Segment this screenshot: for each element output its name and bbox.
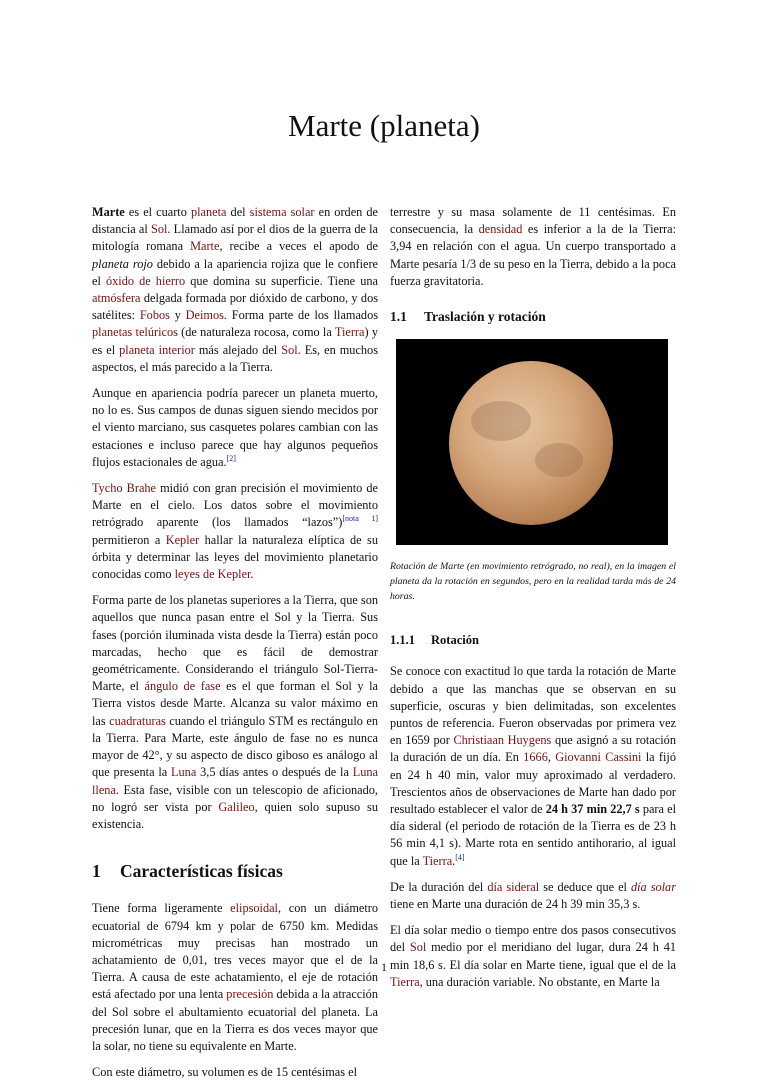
text-run: . Esta fase, visible con un telescopio de aficionado, no logró ser vista por [92,782,378,814]
paragraph-solar-day [390,879,676,913]
wiki-link[interactable]: Sol [409,940,427,955]
text-run: 24 h 37 min 22,7 s [545,802,640,817]
text-run: terrestre y su masa solamente de 11 centésimas. En consecuencia, la [390,205,676,237]
wiki-link[interactable]: día solar [630,879,676,894]
text-run: , quien solo supuso su existencia. [92,799,378,831]
wiki-link[interactable]: planeta interior [119,342,195,357]
text-run: Se conoce con exactitud lo que tarda la rotación de Marte debido a que las manchas que se observan en su superficie, oscuras y bien delimitadas, son excelentes puntos de referencia. Fueron observadas por primera vez en 1659 por [390,664,676,748]
wiki-link[interactable]: Marte [190,239,220,254]
text-run: . [250,567,254,582]
text-run: ) y es el [92,325,378,357]
mars-planet-picture [449,361,613,525]
paragraph-mean-solar-day [390,922,676,991]
wiki-link[interactable]: Luna [171,765,197,780]
text-run: , con un diámetro ecuatorial de 6794 km y polar de 6750 km. Medidas micrométricas muy precisas han mostrado un achatamiento de 0,01, tres veces mayor que el de la Tierra. A causa de este achatamiento, el eje de rotación está afectado por una lenta [92,901,378,1002]
wiki-link[interactable]: ángulo de fase [144,679,221,694]
wiki-link[interactable]: Giovanni Cassini [555,750,642,765]
subsubsection-title: Rotación [431,633,479,648]
text-run: Forma parte de los planetas superiores a la Tierra, que son aquellos que nunca pasan entre el Sol y la Tierra. Sus fases (porción iluminada vista desde la Tierra) están poco marcadas, hecho que es fácil de demostrar geométricamente. Considerando el triángulo Sol-Tierra-Marte, el [92,593,378,694]
figure-caption: Rotación de Marte (en movimiento retrógrado, no real), en la imagen el planeta da la rotación en segundos, pero en la realidad tarda más de 24 horas. [390,561,676,603]
reference-link[interactable]: [nota 1] [342,514,378,524]
page-number: 1 [381,960,387,974]
subsubsection-number: 1.1.1 [390,633,415,648]
text-run: se deduce que el [539,879,631,894]
paragraph-intro [92,204,378,376]
text-run: Tiene forma ligeramente [92,901,231,916]
paragraph-shape [92,900,378,1055]
wiki-link[interactable]: Fobos [139,308,170,323]
wiki-link[interactable]: Galileo [218,799,255,814]
paragraph-phases [92,592,378,833]
text-run: para el día sideral (el periodo de rotación de la Tierra es de 23 h 56 min 4,1 s). Marte rota en sentido antihorario, al igual que la [390,802,676,868]
paragraph-tycho [92,480,378,583]
text-run: es el cuarto [124,205,191,219]
text-run: debido a la apariencia rojiza que le confiere el [92,256,378,288]
wiki-link[interactable]: leyes de Kepler [174,567,251,582]
text-run: medio por el meridiano del lugar, dura 24 h 41 min 18,6 s. El día solar en Marte tiene, igual que el de la [390,940,676,972]
subsection-heading-1-1 [390,308,676,325]
wiki-link[interactable]: precesión [226,987,274,1002]
mars-image [396,339,668,545]
text-run: . Llamado así por el dios de la guerra de la mitología romana [92,222,379,254]
text-run: (de naturaleza rocosa, como la [177,325,335,340]
text-run: es inferior a la de la Tierra: 3,94 en relación con el agua. Un cuerpo transportado a Marte pesaría 1/3 de su peso en la Tierra, debido a la poca fuerza gravitatoria. [390,222,677,288]
text-run: , [547,750,556,765]
wiki-link[interactable]: óxido de hierro [105,273,186,288]
text-run: en orden de distancia al [92,205,378,237]
paragraph-volume [92,1064,378,1081]
wiki-link[interactable]: Tierra [334,325,365,340]
paragraph-dunes [92,385,378,471]
text-run: más alejado del [194,342,282,357]
text-run: tiene en Marte una duración de 24 h 39 min 35,3 s. [390,897,641,912]
text-run: delgada formada por dióxido de carbono, y dos satélites: [92,291,378,323]
text-run: es el que forman el Sol y la Tierra vistos desde Marte. Alcanza su valor máximo en las [92,679,378,728]
wiki-link[interactable]: Luna llena [92,765,378,797]
wiki-link[interactable]: densidad [478,222,523,237]
left-column [92,204,378,1090]
wiki-link[interactable]: Christiaan Huygens [453,733,552,748]
section-title: Características físicas [120,861,283,882]
right-column [390,204,676,1000]
surface-spot [535,443,583,477]
paragraph-rotation [390,663,676,869]
text-run: 3,5 días antes o después de la [196,765,353,780]
wiki-link[interactable]: atmósfera [92,291,141,306]
text-run: Con este diámetro, su volumen es de 15 centésimas el [92,1065,358,1080]
text-run: que domina su superficie. Tiene una [185,273,378,288]
wiki-link[interactable]: día sideral [487,879,540,894]
text-run: y [169,308,186,323]
section-heading-1 [92,863,378,880]
wiki-link[interactable]: Tierra [422,853,453,868]
text-run: hallar la naturaleza elíptica de su órbita y determinar las leyes del movimiento planetario conocidas como [92,532,378,582]
wiki-link[interactable]: Kepler [165,532,200,547]
wiki-link[interactable]: Sol [151,222,168,237]
text-run: del [226,205,250,219]
wiki-link[interactable]: planeta [190,205,227,219]
wiki-link[interactable]: planetas telúricos [92,325,178,340]
wiki-link[interactable]: Sol [281,342,298,357]
paragraph-density [390,204,676,290]
surface-spot [471,401,531,441]
wiki-link[interactable]: Tierra [390,974,420,989]
text-run: . [452,853,456,868]
section-number: 1 [92,861,101,882]
subsubsection-heading-1-1-1 [390,632,676,649]
wiki-link[interactable]: sistema solar [249,205,315,219]
subsection-number: 1.1 [390,309,407,325]
reference-link[interactable]: [4] [455,852,465,862]
wiki-link[interactable]: cuadraturas [109,713,166,728]
text-run: , recibe a veces el apodo de [219,239,378,254]
text-run: . Es, en muchos aspectos, el más parecido a la Tierra. [92,342,378,374]
text-run: planeta rojo [92,256,153,271]
text-run: Marte [92,205,125,219]
text-run: . Forma parte de los llamados [223,308,379,323]
text-run: , una duración variable. No obstante, en Marte la [419,974,660,989]
subsection-title: Traslación y rotación [424,309,546,325]
text-run: permitieron a [92,532,166,547]
text-run: cuando el triángulo STM es rectángulo en la Tierra. Para Marte, este ángulo de fase no es nunca mayor de 42°, y su aspecto de disco giboso es análogo al que presenta la [92,713,378,780]
text-run: midió con gran precisión el movimiento de Marte en el cielo. Los datos sobre el movimiento retrógrado aparente (los llamados “lazos”) [92,481,378,530]
wiki-link[interactable]: elipsoidal [230,901,278,916]
text-run: De la duración del [390,879,488,894]
text-run: Aunque en apariencia podría parecer un planeta muerto, no lo es. Sus campos de dunas siguen siendo mecidos por el viento marciano, sus casquetes polares cambian con las estaciones e incluso parece que hay algunos pequeños flujos estacionales de agua. [92,386,378,469]
text-run: El día solar medio o tiempo entre dos pasos consecutivos del [390,923,676,955]
wiki-link[interactable]: Deimos [185,308,224,323]
text-run: que asignó a su rotación la duración de un día. En [390,733,676,765]
text-run: la fijó en 24 h 40 min, valor muy aproximado al verdadero. Trescientos años de observaciones de Marte han dado por resultado establecer el valor de [390,750,676,817]
wiki-link[interactable]: 1666 [523,750,548,765]
reference-link[interactable]: [2] [226,453,236,463]
wiki-link[interactable]: Tycho Brahe [92,481,157,496]
page-title: Marte (planeta) [288,108,480,143]
text-run: debida a la atracción del Sol sobre el abultamiento ecuatorial del planeta. La precesión lunar, que en la Tierra es dos veces mayor que la solar, no tiene su equivalente en Marte. [92,987,378,1053]
